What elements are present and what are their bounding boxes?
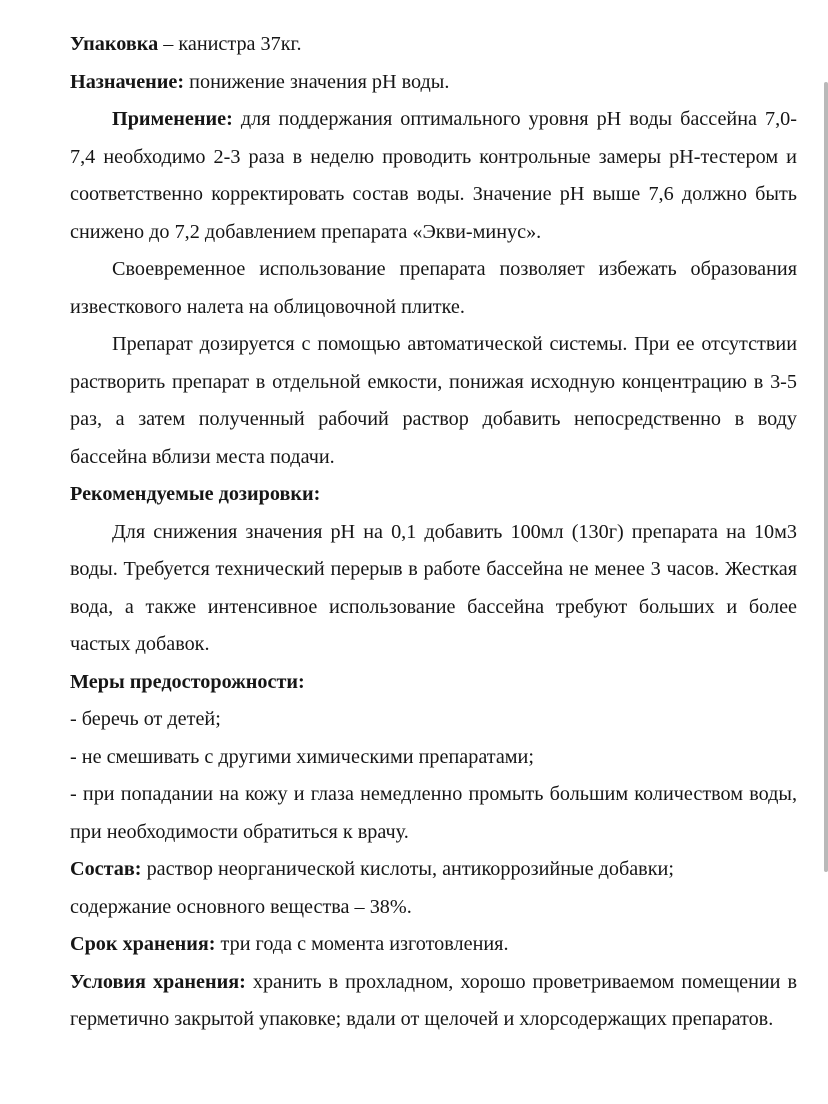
vertical-scrollbar[interactable] bbox=[824, 82, 828, 872]
dosage-heading: Рекомендуемые дозировки: bbox=[70, 483, 321, 505]
storage-paragraph bbox=[70, 964, 797, 1039]
shelf-life-label: Срок хранения: bbox=[70, 933, 216, 955]
storage-text: хранить в прохладном, хорошо проветриваемом помещении в герметично закрытой упаковке; вдали от щелочей и хлорсодержащих препаратов. bbox=[70, 970, 797, 1030]
packaging-label: Упаковка bbox=[70, 33, 159, 55]
purpose-label: Назначение: bbox=[70, 70, 185, 93]
precaution-item-1: - беречь от детей; bbox=[70, 708, 221, 730]
application-text: для поддержания оптимального уровня pH воды бассейна 7,0-7,4 необходимо 2-3 раза в неделю проводить контрольные замеры pH-тестером и соответственно корректировать состав воды. Значение pH выше 7,6 должно быть снижено до 7,2 добавлением препарата «Экви-минус». bbox=[70, 108, 797, 243]
composition-text: раствор неорганической кислоты, антикоррозийные добавки; bbox=[141, 858, 674, 880]
application-paragraph-3: Препарат дозируется с помощью автоматической системы. При ее отсутствии растворить препарат в отдельной емкости, понижая исходную концентрацию в 3-5 раз, а затем полученный рабочий раствор добавить непосредственно в воду бассейна вблизи места подачи. bbox=[70, 333, 797, 468]
application-paragraph-2: Своевременное использование препарата позволяет избежать образования известкового налета на облицовочной плитке. bbox=[70, 258, 797, 318]
packaging-text: – канистра 37кг. bbox=[158, 33, 302, 55]
composition-line bbox=[70, 851, 797, 889]
packaging-line bbox=[70, 26, 797, 64]
document-page bbox=[70, 26, 797, 1039]
precaution-item-2: - не смешивать с другими химическими препаратами; bbox=[70, 745, 534, 768]
precautions-heading: Меры предосторожности: bbox=[70, 670, 305, 693]
application-label: Применение: bbox=[112, 108, 233, 130]
shelf-life-line bbox=[70, 926, 797, 964]
shelf-life-text: три года с момента изготовления. bbox=[215, 933, 509, 955]
composition-label: Состав: bbox=[70, 858, 142, 880]
dosage-paragraph: Для снижения значения pH на 0,1 добавить 100мл (130г) препарата на 10м3 воды. Требуется технический перерыв в работе бассейна не менее 3 часов. Жесткая вода, а также интенсивное использование бассейна требуют больших и более частых добавок. bbox=[70, 520, 797, 655]
purpose-line bbox=[70, 64, 797, 102]
storage-label: Условия хранения: bbox=[70, 970, 246, 993]
composition-line-2: содержание основного вещества – 38%. bbox=[70, 895, 412, 918]
application-paragraph bbox=[70, 101, 797, 251]
precaution-item-3: - при попадании на кожу и глаза немедленно промыть большим количеством воды, при необходимости обратиться к врачу. bbox=[70, 783, 797, 843]
purpose-text: понижение значения pH воды. bbox=[184, 70, 450, 93]
